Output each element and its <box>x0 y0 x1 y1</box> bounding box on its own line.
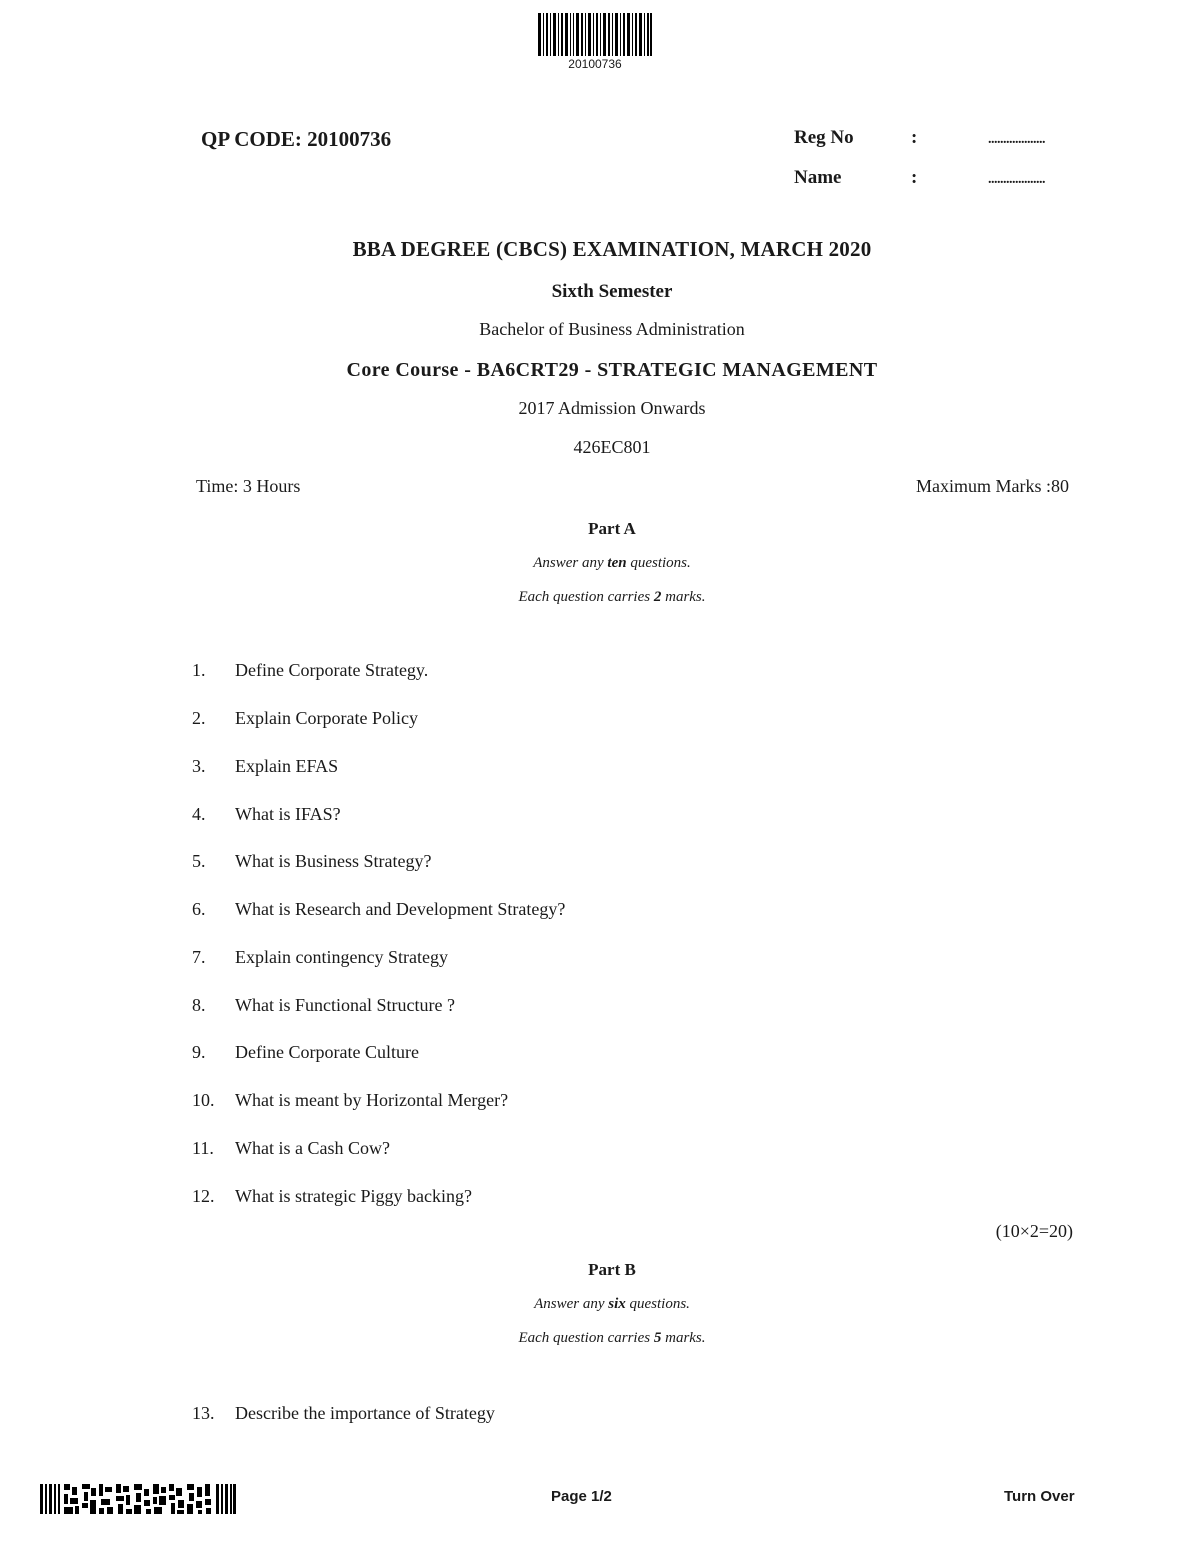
semester: Sixth Semester <box>551 281 673 302</box>
part-a-instruction-1: Answer any ten questions. <box>533 555 691 571</box>
question-text: Define Corporate Culture <box>235 1042 419 1062</box>
qp-code: QP CODE: 20100736 <box>201 127 392 151</box>
turn-over-note: Turn Over <box>1004 1488 1075 1505</box>
question-number: 3. <box>192 756 206 776</box>
question-text: What is Functional Structure ? <box>235 995 455 1015</box>
part-b-title: Part B <box>588 1260 636 1279</box>
question-number: 6. <box>192 899 206 919</box>
question-number: 9. <box>192 1042 206 1062</box>
question-text: What is meant by Horizontal Merger? <box>235 1090 509 1110</box>
footer-barcode-image <box>40 1484 236 1514</box>
question-number: 4. <box>192 804 206 824</box>
paper-code: 426EC801 <box>573 437 651 457</box>
question-text: What is Business Strategy? <box>235 851 432 871</box>
reg-no-colon: : <box>911 127 918 148</box>
question-number: 1. <box>192 660 206 680</box>
part-a-instruction-2: Each question carries 2 marks. <box>518 589 706 605</box>
question-number: 7. <box>192 947 206 967</box>
question-text: Define Corporate Strategy. <box>235 660 429 680</box>
question-text: Explain Corporate Policy <box>235 708 418 728</box>
question-text: What is strategic Piggy backing? <box>235 1186 472 1206</box>
page-number: Page 1/2 <box>551 1488 612 1505</box>
question-number: 2. <box>192 708 206 728</box>
part-b-instruction-1: Answer any six questions. <box>534 1296 690 1312</box>
question-text: What is IFAS? <box>235 804 341 824</box>
question-text: Explain EFAS <box>235 756 339 776</box>
admission-text: 2017 Admission Onwards <box>518 398 706 418</box>
part-a-title: Part A <box>588 519 636 538</box>
barcode-number: 20100736 <box>568 57 622 71</box>
maximum-marks: Maximum Marks :80 <box>916 476 1069 496</box>
question-number: 12. <box>192 1186 215 1206</box>
question-text: What is Research and Development Strategy? <box>235 899 566 919</box>
time-allowed: Time: 3 Hours <box>196 476 301 496</box>
reg-no-blank: ................... <box>988 132 1045 147</box>
part-a-marks: (10×2=20) <box>995 1221 1073 1241</box>
barcode-image <box>538 13 652 56</box>
question-text: What is a Cash Cow? <box>235 1138 390 1158</box>
question-number: 8. <box>192 995 206 1015</box>
question-number: 10. <box>192 1090 215 1110</box>
part-b-instruction-2: Each question carries 5 marks. <box>518 1330 706 1346</box>
question-number: 11. <box>192 1138 214 1158</box>
question-number: 5. <box>192 851 206 871</box>
name-blank: ................... <box>988 172 1045 187</box>
reg-no-label: Reg No <box>794 127 854 148</box>
question-text: Explain contingency Strategy <box>235 947 448 967</box>
exam-title: BBA DEGREE (CBCS) EXAMINATION, MARCH 2020 <box>352 237 872 261</box>
name-label: Name <box>794 167 842 188</box>
question-text: Describe the importance of Strategy <box>235 1403 495 1423</box>
name-colon: : <box>911 167 918 188</box>
course-title: Core Course - BA6CRT29 - STRATEGIC MANAGEMENT <box>346 359 878 381</box>
question-number: 13. <box>192 1403 215 1423</box>
programme: Bachelor of Business Administration <box>479 319 745 339</box>
